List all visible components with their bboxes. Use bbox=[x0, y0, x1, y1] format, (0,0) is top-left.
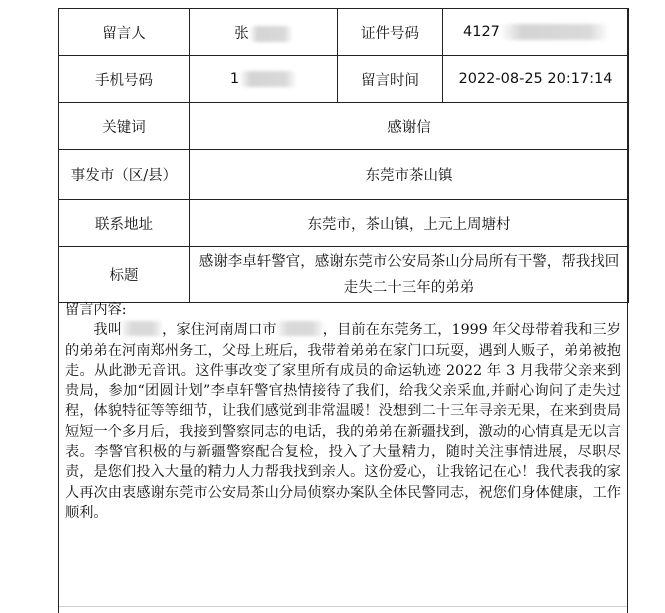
place-redaction-inline bbox=[277, 321, 323, 336]
name-redaction bbox=[249, 26, 293, 42]
row-city bbox=[59, 150, 629, 200]
phone-visible: 1 bbox=[229, 71, 240, 87]
label-id-number: 证件号码 bbox=[338, 9, 443, 56]
row-phone-time bbox=[59, 56, 629, 103]
value-id-number bbox=[443, 9, 629, 56]
value-keyword: 感谢信 bbox=[190, 103, 629, 150]
id-visible: 4127 bbox=[463, 24, 500, 40]
message-part-2: ，家住河南周口市 bbox=[162, 322, 277, 339]
name-redaction-inline bbox=[122, 321, 162, 336]
value-address: 东莞市，茶山镇，上元上周塘村 bbox=[190, 200, 629, 247]
label-city: 事发市（区/县） bbox=[59, 150, 190, 200]
message-body bbox=[65, 320, 621, 523]
label-phone: 手机号码 bbox=[59, 56, 190, 103]
label-time: 留言时间 bbox=[338, 56, 443, 103]
value-title: 感谢李卓轩警官，感谢东莞市公安局茶山分局所有干警，帮我找回走失二十三年的弟弟 bbox=[190, 247, 629, 303]
id-redaction bbox=[500, 24, 610, 40]
row-keyword bbox=[59, 103, 629, 150]
value-phone bbox=[190, 56, 338, 103]
value-name bbox=[190, 9, 338, 56]
label-address: 联系地址 bbox=[59, 200, 190, 247]
name-visible: 张 bbox=[234, 25, 249, 42]
value-city: 东莞市茶山镇 bbox=[190, 150, 629, 200]
phone-redaction bbox=[239, 71, 297, 87]
bottom-divider bbox=[59, 606, 627, 607]
label-keyword: 关键词 bbox=[59, 103, 190, 150]
value-time: 2022-08-25 20:17:14 bbox=[443, 56, 629, 103]
label-name: 留言人 bbox=[59, 9, 190, 56]
message-part-3: ，目前在东莞务工，1999 年父母带着我和三岁的弟弟在河南郑州务工，父母上班后，我带着弟弟在家门口玩耍，遇到人贩子，弟弟被抱走。从此渺无音讯。这件事改变了家里所有成员的命运轨迹 2022 年 3 月我带父亲来到贵局，参加“团圆计划”李卓轩警官热情接待了我们，给我父亲采血,并耐心询问了走失过程，体貌特征等等细节，让我们感觉到非常温暖！没想到二十三年寻亲无果，在来到贵局短短一个多月后，我接到警察同志的电话，我的弟弟在新疆找到，激动的心情真是无以言表。李警官积极的与新疆警察配合复检，投入了大量精力，随时关注事情进展，尽职尽责，是您们投入大量的精力人力帮我找到亲人。这份爱心，让我铭记在心！我代表我的家人再次由衷感谢东莞市公安局茶山分局侦察办案队全体民警同志，祝您们身体健康，工作顺利。 bbox=[65, 322, 621, 521]
row-address bbox=[59, 200, 629, 247]
row-name-id bbox=[59, 9, 629, 56]
row-title bbox=[59, 247, 629, 303]
message-form-sheet bbox=[58, 8, 628, 613]
message-content bbox=[65, 300, 621, 523]
info-table bbox=[58, 8, 629, 303]
message-label: 留言内容: bbox=[65, 302, 127, 318]
label-title: 标题 bbox=[59, 247, 190, 303]
message-part-1: 我叫 bbox=[93, 322, 123, 339]
